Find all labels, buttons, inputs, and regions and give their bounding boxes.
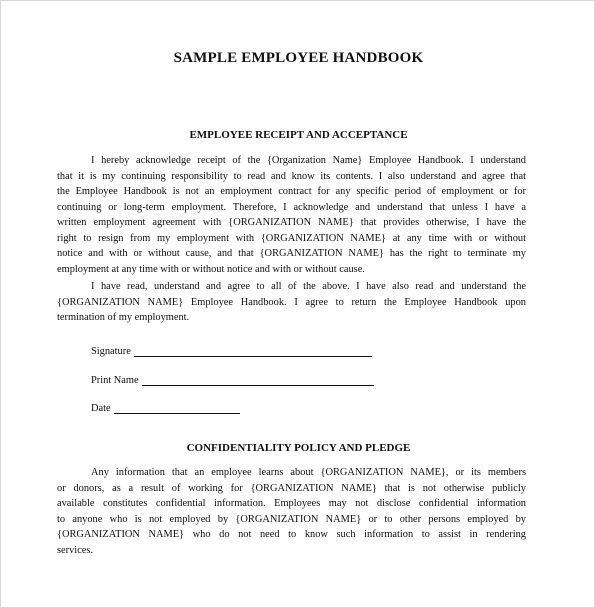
paragraph-line: right to resign from my employment with {ORGANIZATION NAME} at any time with or without (57, 232, 526, 244)
paragraph-line: {ORGANIZATION NAME} who do not need to know such information to assist in rendering (57, 529, 526, 540)
confidentiality-paragraph (57, 465, 526, 558)
paragraph-line: services. (57, 544, 94, 556)
paragraph-line: that it is my continuing responsibility to read and know its contents. I also understand and agree that (57, 170, 526, 182)
paragraph-line: I hereby acknowledge receipt of the {Organization Name} Employee Handbook. I understand (91, 155, 526, 166)
document-title: SAMPLE EMPLOYEE HANDBOOK (173, 50, 424, 66)
date-field[interactable] (91, 403, 240, 414)
paragraph-line: written employment agreement with {ORGANIZATION NAME} that provides otherwise, I have the (57, 217, 526, 228)
print-name-field[interactable] (91, 375, 374, 386)
paragraph-line: I have read, understand and agree to all of the above. I have also read and understand the (91, 281, 526, 292)
paragraph-line: employment at any time with or without notice and with or without cause. (57, 263, 365, 275)
paragraph-line: Any information that an employee learns about {ORGANIZATION NAME}, or its members (91, 467, 526, 478)
paragraph-line: termination of my employment. (57, 312, 190, 323)
print-name-line[interactable] (142, 375, 374, 386)
paragraph-line: continuing or long-term employment. Therefore, I acknowledge and understand that unless I have a (57, 201, 526, 213)
paragraph-line: available constitutes confidential information. Employees may not disclose confidential information (57, 498, 526, 509)
paragraph-line: {ORGANIZATION NAME} Employee Handbook. I agree to return the Employee Handbook upon (57, 296, 526, 308)
signature-label: Signature (91, 346, 131, 357)
receipt-paragraph-2 (57, 279, 526, 326)
paragraph-line: the Employee Handbook is not an employment contract for any specific period of employment or for (57, 186, 526, 197)
print-name-label: Print Name (91, 375, 139, 386)
receipt-paragraph-1 (57, 153, 526, 277)
date-label: Date (91, 403, 111, 414)
receipt-heading: EMPLOYEE RECEIPT AND ACCEPTANCE (189, 129, 408, 141)
signature-line[interactable] (134, 346, 372, 357)
signature-field[interactable] (91, 346, 372, 357)
confidentiality-heading: CONFIDENTIALITY POLICY AND PLEDGE (186, 442, 411, 454)
paragraph-line: to anyone who is not employed by {ORGANIZATION NAME} or to other persons employed by (57, 513, 526, 525)
paragraph-line: or donors, as a result of working for {ORGANIZATION NAME} that is not otherwise publicly (57, 482, 526, 494)
date-line[interactable] (114, 403, 240, 414)
paragraph-line: notice and with or without cause, and that {ORGANIZATION NAME} has the right to terminate my (57, 248, 526, 259)
